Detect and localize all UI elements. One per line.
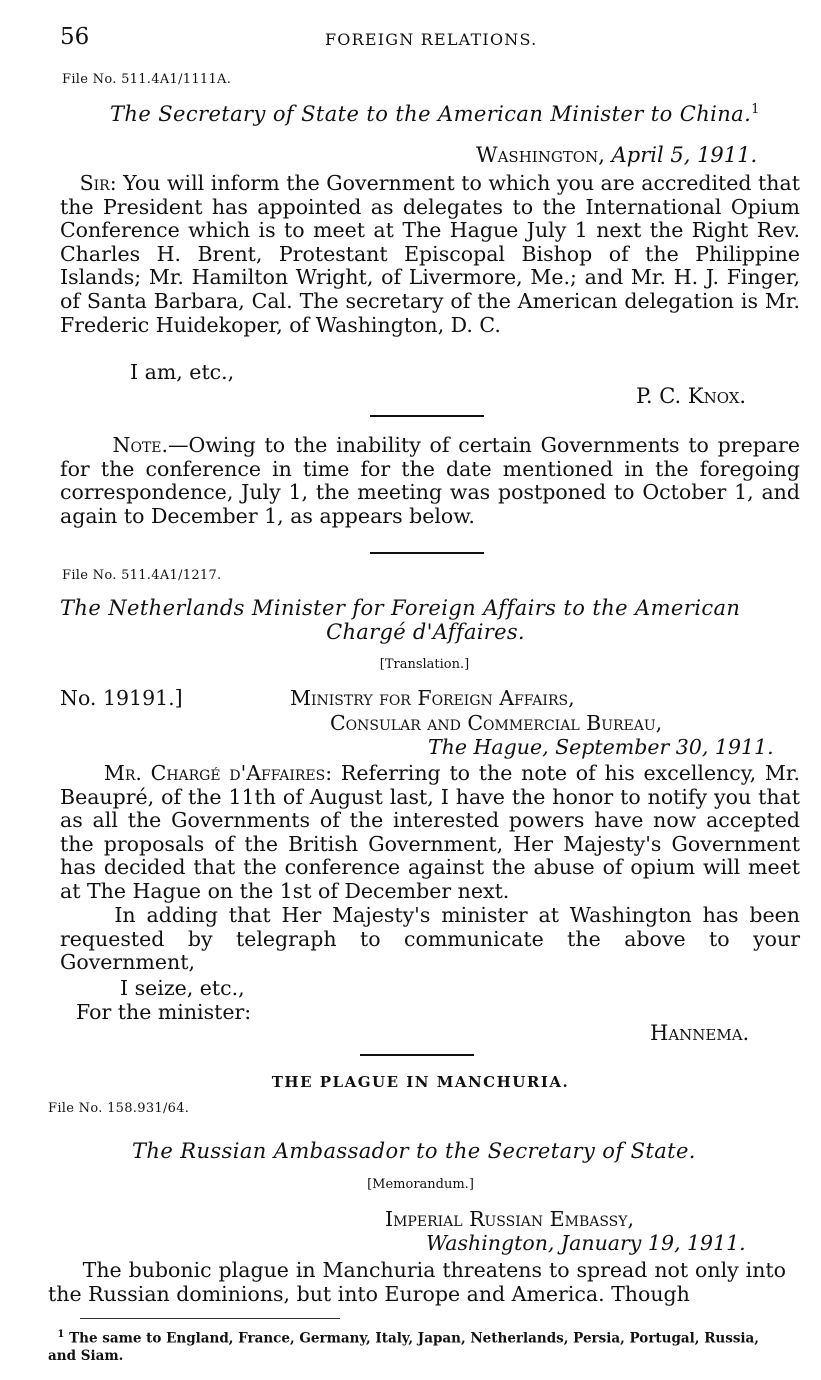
footnote-marker: 1 xyxy=(57,1329,65,1340)
footnote-text: The same to England, France, Germany, Italy, Japan, Netherlands, Persia, Portugal, Russia, and Siam. xyxy=(48,1330,760,1364)
signature: P. C. Knox. xyxy=(636,384,747,408)
footnote xyxy=(48,1326,788,1365)
note-text: —Owing to the inability of certain Governments to prepare for the conference in time for the date mentioned in the foregoing correspondence, July 1, the meeting was postponed to October 1, and again to December 1, as appears below. xyxy=(60,433,800,528)
divider-rule xyxy=(370,552,484,554)
salutation: Sir: xyxy=(79,171,117,195)
file-number: File No. 511.4A1/1111A. xyxy=(62,72,232,87)
dateline-place: Washington, xyxy=(476,143,605,167)
file-number: File No. 511.4A1/1217. xyxy=(62,568,222,583)
dateline: Washington, January 19, 1911. xyxy=(426,1231,746,1255)
page-number: 56 xyxy=(60,24,90,50)
letter-body-text: In adding that Her Majesty's minister at Washington has been requested by telegraph to communicate the above to your Government, xyxy=(60,903,800,975)
memorandum-note: [Memorandum.] xyxy=(367,1177,474,1192)
page-header xyxy=(60,24,791,54)
letter-body-text: The bubonic plague in Manchuria threatens to spread not only into the Russian dominions, but into Europe and America. Though xyxy=(48,1258,786,1306)
note-label: Note. xyxy=(112,433,169,457)
letter-body xyxy=(48,1259,786,1306)
embassy-name: Imperial Russian Embassy, xyxy=(385,1207,635,1231)
footnote-rule xyxy=(80,1318,340,1319)
salutation: Mr. Chargé d'Affaires: xyxy=(103,761,333,785)
section-heading: THE PLAGUE IN MANCHURIA. xyxy=(271,1073,570,1091)
letter-title: The Russian Ambassador to the Secretary of State. xyxy=(132,1139,696,1163)
dispatch-number: No. 19191.] xyxy=(60,686,183,710)
dateline-date: April 5, 1911. xyxy=(611,143,758,167)
letter-body xyxy=(60,762,800,904)
dateline xyxy=(476,143,757,167)
file-number: File No. 158.931/64. xyxy=(48,1101,190,1116)
letter-title: The Netherlands Minister for Foreign Affairs to the American xyxy=(60,596,741,620)
divider-rule xyxy=(360,1054,474,1056)
bureau-name: Consular and Commercial Bureau, xyxy=(330,711,663,735)
dateline: The Hague, September 30, 1911. xyxy=(428,735,774,759)
letter-title-continued: Chargé d'Affaires. xyxy=(326,620,525,644)
letter-title-text: The Secretary of State to the American Minister to China. xyxy=(110,102,752,126)
letter-body-text: You will inform the Government to which you are accredited that the President has appointed as delegates to the International Opium Conference which is to meet at The Hague July 1 next the Right Rev. Charles H. Brent, Protestant Episcopal Bishop of the Philippine Islands; Mr. Hamilton Wright, of Livermore, Me.; and Mr. H. J. Finger, of Santa Barbara, Cal. The secretary of the American delegation is Mr. Frederic Huidekoper, of Washington, D. C. xyxy=(60,171,800,337)
letter-body-text: Referring to the note of his excellency, Mr. Beaupré, of the 11th of August last, I have the honor to notify you that as all the Governments of the interested powers have now accepted the proposals of the British Government, Her Majesty's Government has decided that the conference against the abuse of opium will meet at The Hague on the 1st of December next. xyxy=(60,761,800,903)
translation-note: [Translation.] xyxy=(379,657,470,672)
signature: Hannema. xyxy=(650,1021,750,1045)
footnote-ref: 1 xyxy=(751,102,760,117)
letter-body xyxy=(60,904,800,975)
ministry-name: Ministry for Foreign Affairs, xyxy=(290,686,575,710)
divider-rule xyxy=(370,415,484,417)
closing: I seize, etc., xyxy=(120,976,245,1000)
editorial-note xyxy=(60,434,800,528)
closing: I am, etc., xyxy=(130,360,235,384)
letter-title xyxy=(110,102,760,126)
for-minister: For the minister: xyxy=(76,1000,252,1024)
running-title: FOREIGN RELATIONS. xyxy=(325,30,538,49)
letter-body xyxy=(60,172,800,337)
